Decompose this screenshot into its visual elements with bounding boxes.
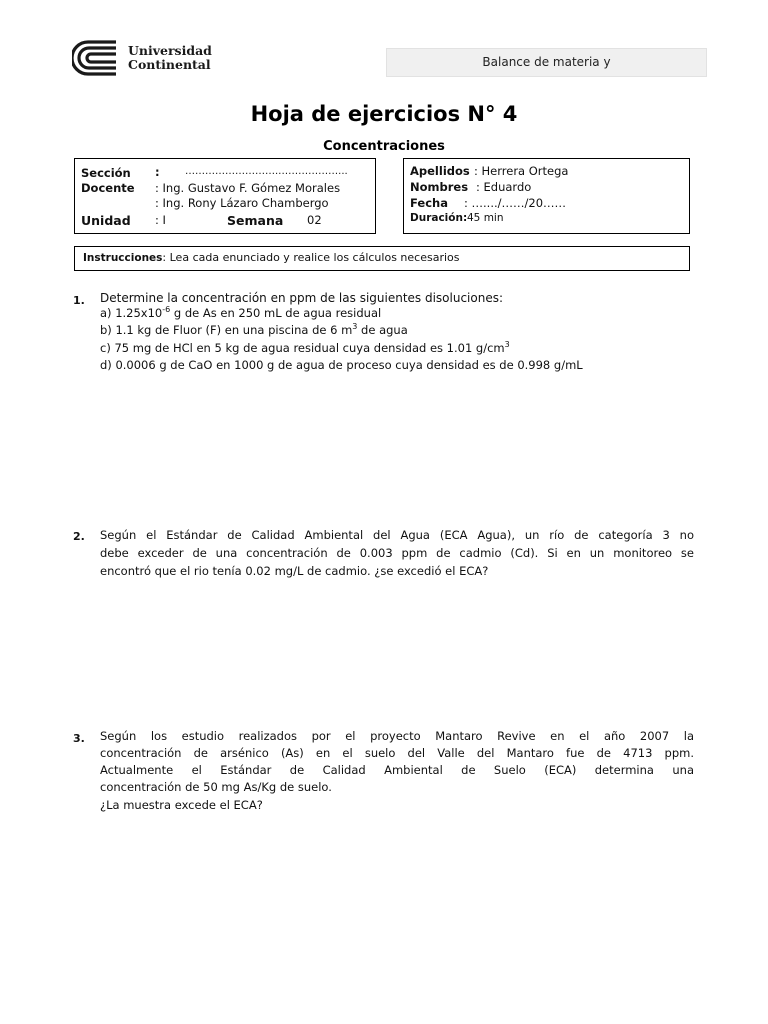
question-1-lead: Determine la concentración en ppm de las siguientes disoluciones: <box>100 291 504 305</box>
question-1-item-b-pre: b) 1.1 kg de Fluor (F) en una piscina de 6 m <box>100 323 353 337</box>
question-1-number: 1. <box>73 294 85 307</box>
question-3-line-4: concentración de 50 mg As/Kg de suelo. <box>100 780 332 794</box>
question-1-item-a-post: g de As en 250 mL de agua residual <box>170 306 382 320</box>
question-3-number: 3. <box>73 732 85 745</box>
fecha-value: : …..../……/20…… <box>464 196 567 210</box>
seccion-colon: : <box>155 165 160 179</box>
university-name-line2: Continental <box>128 57 211 72</box>
question-1-item-c-sup: 3 <box>504 340 510 349</box>
instructions-box <box>74 246 690 271</box>
semana-value: 02 <box>307 213 322 227</box>
question-1-item-a-sup: -6 <box>162 305 171 314</box>
page-title: Hoja de ejercicios N° 4 <box>250 102 518 126</box>
instructions-text <box>83 251 460 264</box>
duracion-value: 45 min <box>467 212 504 224</box>
question-1-item-a-pre: a) 1.25x10 <box>100 306 163 320</box>
question-3-line-1: Según los estudio realizados por el proyecto Mantaro Revive en el año 2007 la <box>100 729 694 743</box>
question-2-line-2: debe exceder de una concentración de 0.003 ppm de cadmio (Cd). Si en un monitoreo se <box>100 546 694 560</box>
apellidos-label: Apellidos <box>410 164 470 178</box>
instructions-body: : Lea cada enunciado y realice los cálculos necesarios <box>162 251 460 264</box>
student-info-box <box>403 158 690 234</box>
question-3-line-3: Actualmente el Estándar de Calidad Ambiental de Suelo (ECA) determina una <box>100 763 694 777</box>
university-name-line1: Universidad <box>128 43 212 58</box>
duracion-label: Duración: <box>410 212 468 224</box>
page-subtitle: Concentraciones <box>323 139 445 154</box>
seccion-label: Sección <box>81 166 131 180</box>
course-info-box <box>74 158 376 234</box>
nombres-label: Nombres <box>410 180 469 194</box>
fecha-label: Fecha <box>410 196 448 210</box>
question-1-item-b-sup: 3 <box>352 322 358 331</box>
docente-value-1: : Ing. Gustavo F. Gómez Morales <box>155 181 341 195</box>
university-name <box>128 44 212 72</box>
question-1-item-a <box>100 306 381 320</box>
question-1-item-c <box>100 341 510 355</box>
seccion-value: ……………………….………………... <box>185 166 348 177</box>
question-1-item-c-pre: c) 75 mg de HCl en 5 kg de agua residual cuya densidad es 1.01 g/cm <box>100 341 505 355</box>
docente-value-2: : Ing. Rony Lázaro Chambergo <box>155 196 329 210</box>
question-1-item-b-post: de agua <box>357 323 408 337</box>
unidad-value: : I <box>155 213 166 227</box>
instructions-label: Instrucciones <box>83 252 163 264</box>
question-1-item-b <box>100 323 408 337</box>
university-logo-icon <box>72 40 118 76</box>
question-3-line-2: concentración de arsénico (As) en el suelo del Valle del Mantaro fue de 4713 ppm. <box>100 746 694 760</box>
nombres-value: : Eduardo <box>476 180 532 194</box>
question-3-line-5: ¿La muestra excede el ECA? <box>100 798 263 812</box>
course-name-box: Balance de materia y <box>386 48 707 77</box>
question-2-line-3: encontró que el rio tenía 0.02 mg/L de cadmio. ¿se excedió el ECA? <box>100 564 489 578</box>
docente-label: Docente <box>81 181 135 195</box>
question-2-line-1: Según el Estándar de Calidad Ambiental del Agua (ECA Agua), un río de categoría 3 no <box>100 528 694 542</box>
semana-label: Semana <box>227 213 284 228</box>
apellidos-value: : Herrera Ortega <box>474 164 569 178</box>
question-2-number: 2. <box>73 530 85 543</box>
unidad-label: Unidad <box>81 213 131 228</box>
question-1-item-d: d) 0.0006 g de CaO en 1000 g de agua de proceso cuya densidad es de 0.998 g/mL <box>100 358 583 372</box>
